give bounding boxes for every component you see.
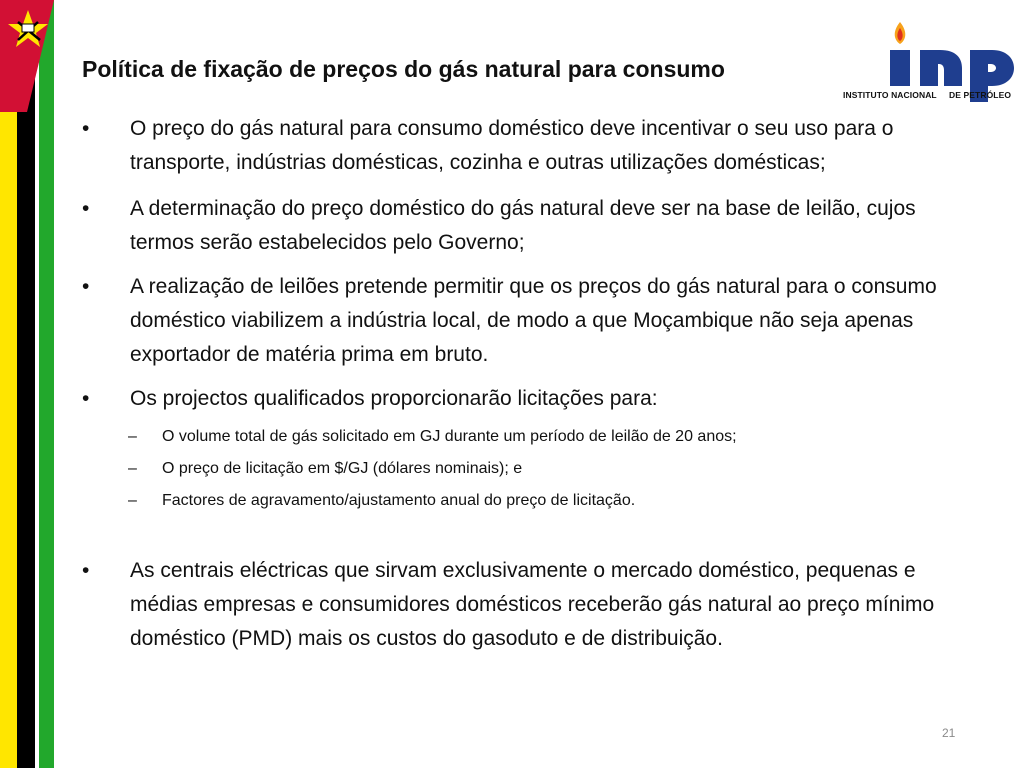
sub-bullet-marker: – [128,460,137,477]
logo-caption [843,90,1023,100]
bullet-marker: • [82,387,90,410]
sub-bullet-item-2 [82,458,972,480]
bullet-text: A realização de leilões pretende permitir que os preços do gás natural para o consumo doméstico viabilizem a indústria local, de modo a que Moçambique não seja apenas exportador de matéria prima em bruto. [130,275,937,366]
bullet-text: Os projectos qualificados proporcionarão licitações para: [130,387,658,410]
bullet-marker: • [82,275,90,298]
logo-caption-left: INSTITUTO NACIONAL [843,90,937,100]
sub-bullet-text: O volume total de gás solicitado em GJ durante um período de leilão de 20 anos; [162,428,737,445]
bullet-item-4 [82,382,972,416]
bullet-text: O preço do gás natural para consumo doméstico deve incentivar o seu uso para o transporte, indústrias domésticas, cozinha e outras utilizações domésticas; [130,117,894,174]
bullet-text: A determinação do preço doméstico do gás natural deve ser na base de leilão, cujos termos serão estabelecidos pelo Governo; [130,197,916,254]
bullet-item-5 [82,554,972,656]
bullet-marker: • [82,117,90,140]
flag-stripe-yellow [0,0,17,768]
page-number: 21 [942,726,956,740]
sub-bullet-item-1 [82,426,972,448]
bullet-item-1 [82,112,972,180]
flag-stripe-black [17,0,35,768]
bullet-marker: • [82,197,90,220]
bullet-marker: • [82,559,90,582]
slide-title: Política de fixação de preços do gás natural para consumo [82,56,725,82]
flag-emblem-triangle [0,0,58,112]
sub-bullet-item-3 [82,490,972,512]
bullet-item-2 [82,192,972,260]
sub-bullet-text: Factores de agravamento/ajustamento anual do preço de licitação. [162,492,636,509]
sub-bullet-marker: – [128,492,137,509]
bullet-item-3 [82,270,972,372]
flag-stripe-white-edge [54,0,56,768]
bullet-text: As centrais eléctricas que sirvam exclusivamente o mercado doméstico, pequenas e médias empresas e consumidores domésticos receberão gás natural ao preço mínimo doméstico (PMD) mais os custos do gasoduto e de distribuição. [130,559,935,650]
flag-stripe-green [39,0,54,768]
sub-bullet-text: O preço de licitação em $/GJ (dólares nominais); e [162,460,523,477]
sub-bullet-marker: – [128,428,137,445]
logo-caption-right: DE PETRÓLEO [949,90,1012,100]
bullet-list [82,112,972,656]
